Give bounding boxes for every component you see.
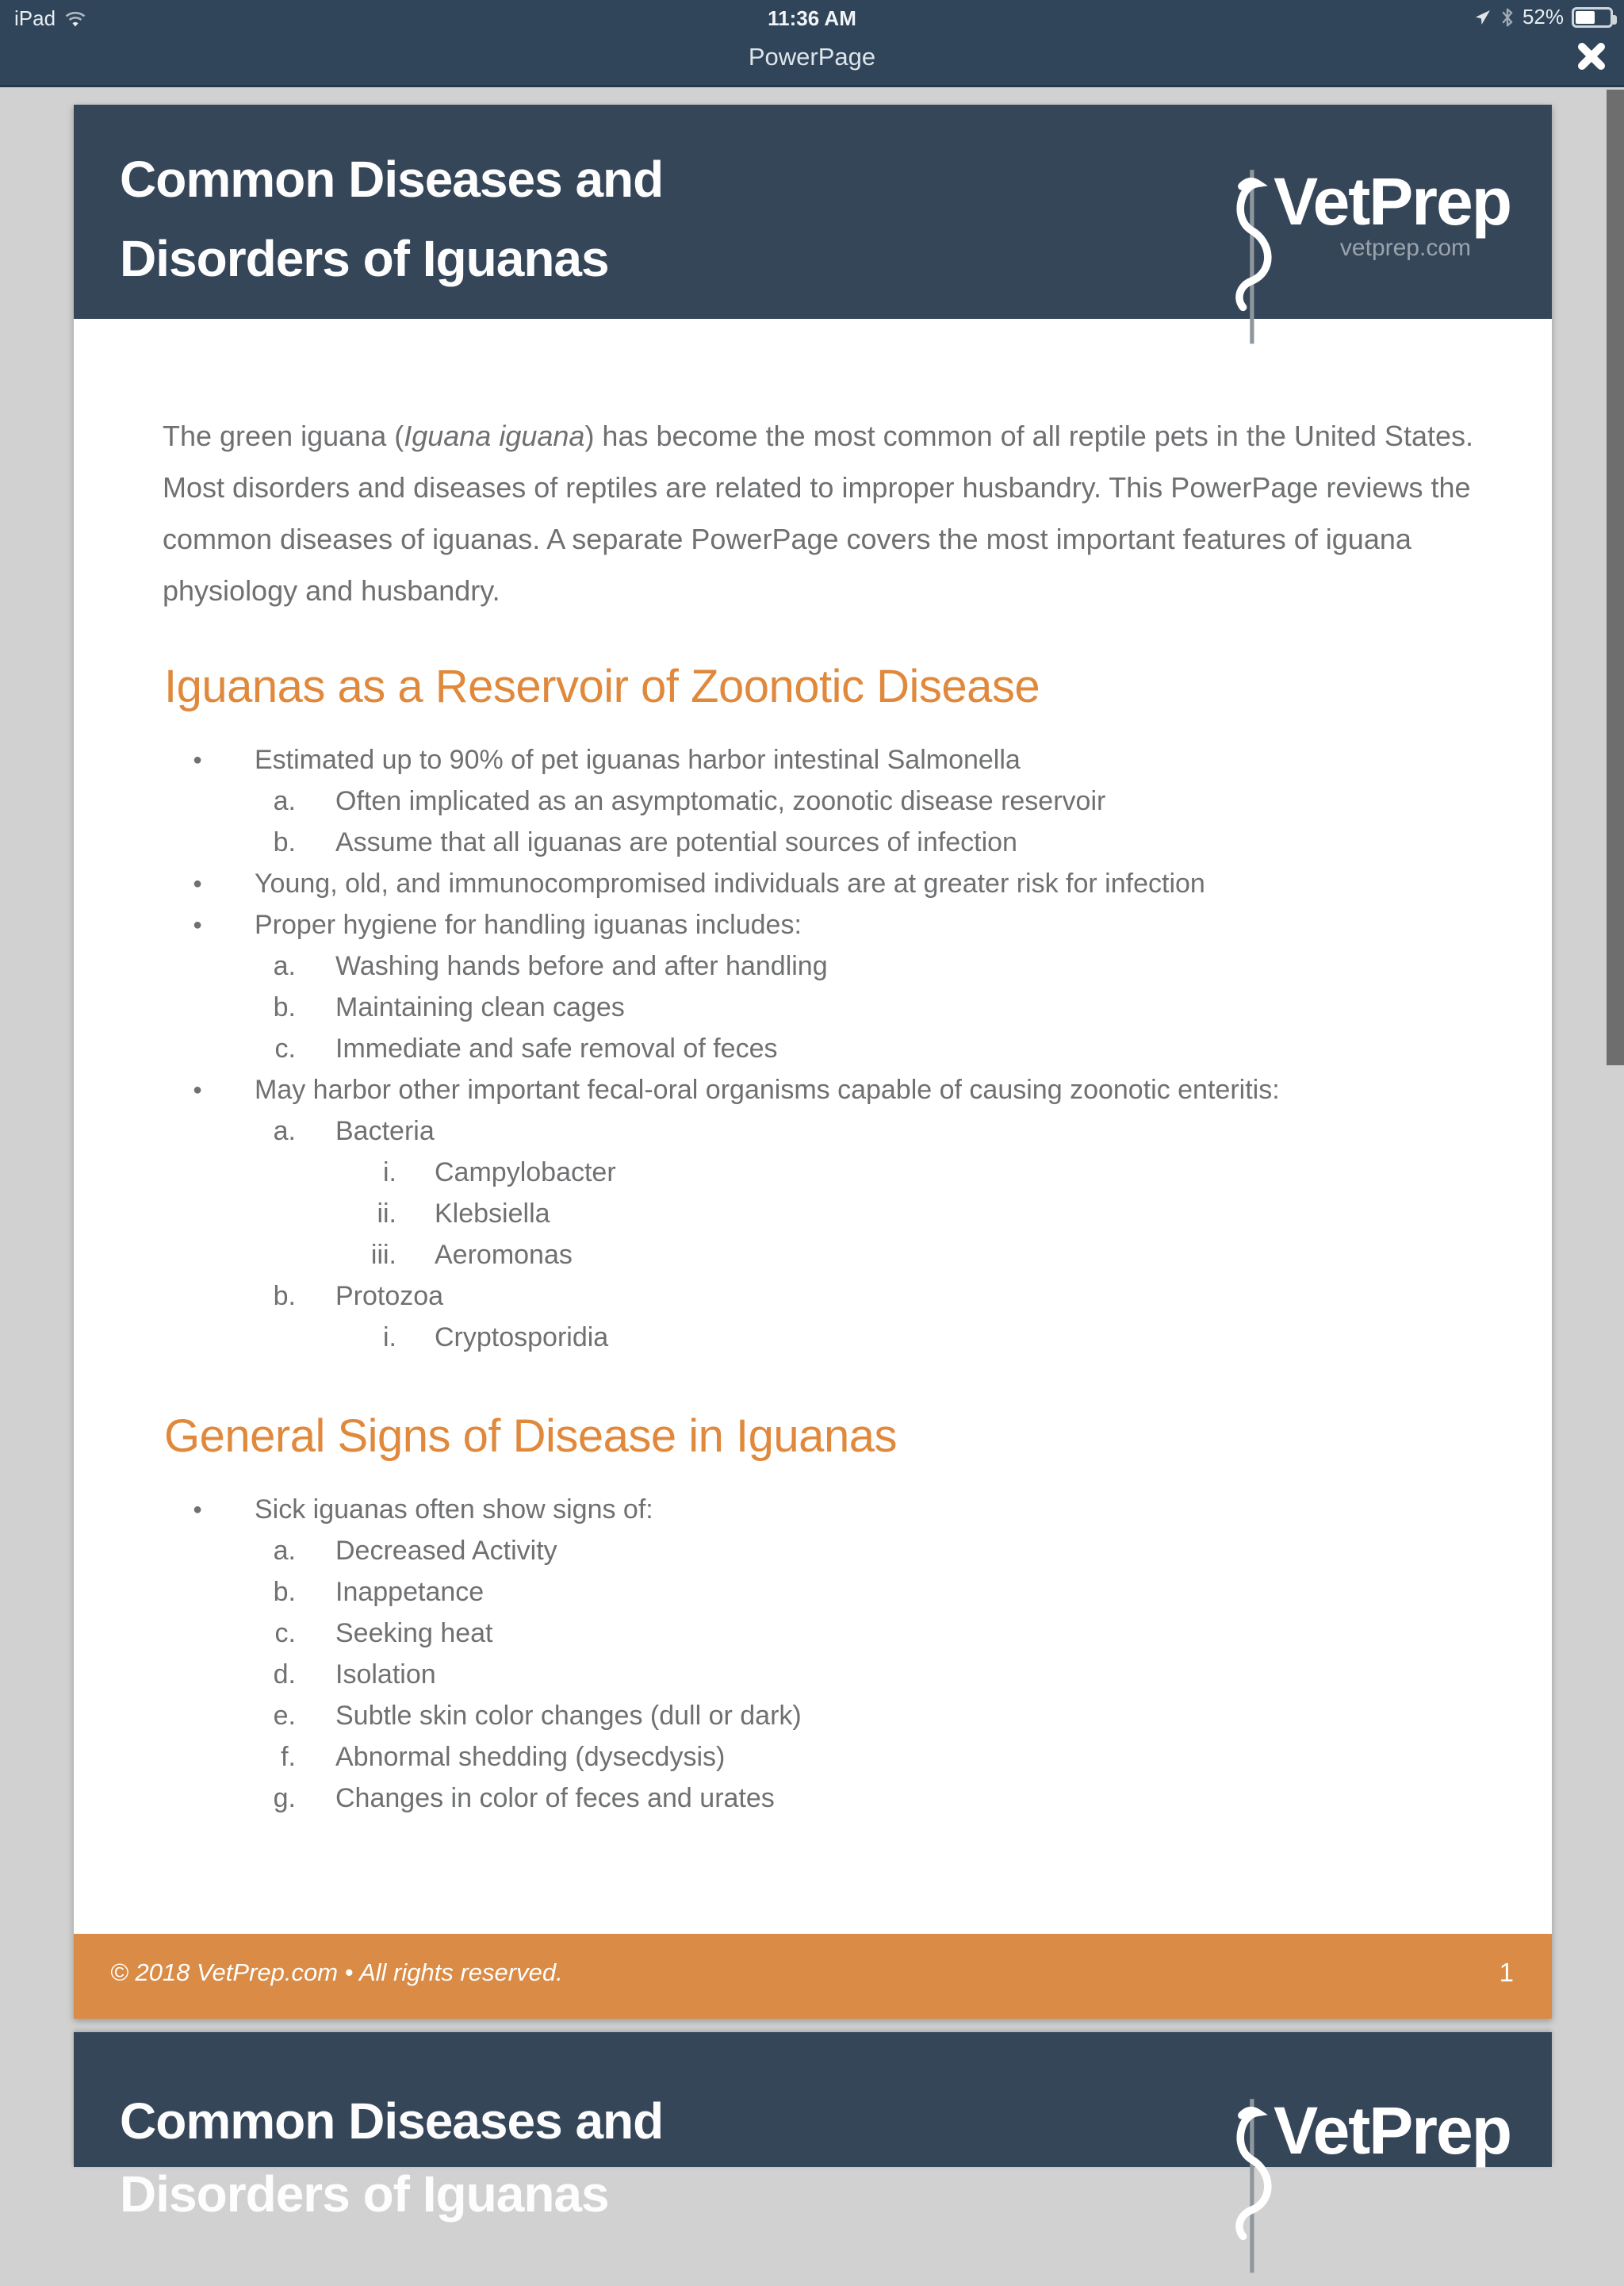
list-item — [74, 1028, 1552, 1069]
vetprep-logo — [1231, 2094, 1511, 2286]
list-item — [74, 1152, 1552, 1193]
list-item — [74, 739, 1552, 781]
list-item-text: Inappetance — [335, 1577, 485, 1607]
letter-marker: b. — [273, 1281, 296, 1311]
vetprep-logo — [1231, 165, 1511, 357]
bullet-marker: ● — [192, 916, 203, 934]
list-item — [74, 1530, 1552, 1571]
list-item — [74, 904, 1552, 945]
logo-wordmark: VetPrep — [1274, 164, 1511, 239]
bullet-marker: ● — [192, 751, 203, 769]
list-item — [74, 1778, 1552, 1819]
list-item-text: Estimated up to 90% of pet iguanas harbor intestinal Salmonella — [255, 745, 1021, 775]
list-item — [74, 781, 1552, 822]
battery-percent: 52% — [1522, 5, 1564, 29]
roman-marker: i. — [383, 1322, 396, 1352]
section-heading-zoonotic: Iguanas as a Reservoir of Zoonotic Disease — [164, 661, 1040, 712]
list-item — [74, 1736, 1552, 1778]
status-bar — [0, 0, 1624, 35]
list-item-text: Subtle skin color changes (dull or dark) — [335, 1701, 802, 1731]
clock: 11:36 AM — [768, 6, 856, 30]
section1-list — [74, 739, 1552, 1358]
bluetooth-icon — [1500, 6, 1515, 29]
letter-marker: g. — [273, 1783, 296, 1813]
intro-text-rest: ) has become the most common of all reptile pets in the United States. Most disorders and diseases of reptiles are related to improper husbandry. This PowerPage reviews the common diseases of iguanas. A separate PowerPage covers the most important features of iguana physiology and husbandry. — [163, 420, 1473, 607]
document-title-line1: Common Diseases and — [120, 151, 664, 208]
list-item-text: Isolation — [335, 1659, 436, 1690]
list-item-text: Sick iguanas often show signs of: — [255, 1494, 653, 1525]
letter-marker: a. — [273, 1116, 296, 1146]
app-title: PowerPage — [748, 43, 876, 71]
letter-marker: f. — [281, 1742, 296, 1772]
page-header — [74, 105, 1552, 319]
list-item — [74, 1489, 1552, 1530]
list-item-text: Proper hygiene for handling iguanas includes: — [255, 910, 802, 940]
document-title — [120, 140, 663, 298]
list-item — [74, 1275, 1552, 1317]
letter-marker: a. — [273, 951, 296, 981]
list-item — [74, 945, 1552, 987]
list-item-text: Klebsiella — [435, 1199, 550, 1229]
list-item-text: Assume that all iguanas are potential sources of infection — [335, 827, 1017, 857]
page-number: 1 — [1499, 1957, 1514, 1987]
list-item-text: Maintaining clean cages — [335, 992, 625, 1022]
intro-text: The green iguana ( — [163, 420, 404, 452]
letter-marker: d. — [273, 1659, 296, 1690]
list-item-text: Young, old, and immunocompromised individuals are at greater risk for infection — [255, 869, 1205, 899]
logo-domain: vetprep.com — [1339, 235, 1471, 261]
list-item — [74, 1317, 1552, 1358]
document-title-line2: Disorders of Iguanas — [120, 2165, 609, 2223]
list-item-text: Abnormal shedding (dysecdysis) — [335, 1742, 726, 1772]
list-item-text: Bacteria — [335, 1116, 435, 1146]
nav-title-bar — [0, 35, 1624, 85]
document-page-1 — [74, 105, 1552, 2019]
letter-marker: b. — [273, 992, 296, 1022]
scrollbar-thumb[interactable] — [1607, 90, 1624, 1065]
page-footer — [74, 1934, 1552, 2019]
list-item — [74, 1654, 1552, 1695]
device-label: iPad — [14, 6, 56, 30]
list-item-text: Often implicated as an asymptomatic, zoonotic disease reservoir — [335, 786, 1106, 816]
document-title-line1: Common Diseases and — [120, 2092, 664, 2150]
list-item — [74, 1571, 1552, 1613]
document-title-page2 — [120, 2085, 663, 2230]
roman-marker: ii. — [377, 1199, 396, 1229]
close-icon[interactable] — [1573, 38, 1610, 75]
list-item-text: Seeking heat — [335, 1618, 493, 1648]
top-bar — [0, 0, 1624, 87]
battery-icon — [1572, 7, 1613, 28]
document-page-2 — [74, 2032, 1552, 2223]
document-title-line2: Disorders of Iguanas — [120, 230, 609, 287]
list-item-text: Cryptosporidia — [435, 1322, 609, 1352]
letter-marker: a. — [273, 786, 296, 816]
list-item — [74, 987, 1552, 1028]
list-item-text: Changes in color of feces and urates — [335, 1783, 775, 1813]
copyright-text: © 2018 VetPrep.com • All rights reserved. — [110, 1958, 563, 1986]
list-item — [74, 1613, 1552, 1654]
list-item-text: Protozoa — [335, 1281, 444, 1311]
roman-marker: iii. — [370, 1240, 396, 1270]
list-item — [74, 822, 1552, 863]
list-item-text: Aeromonas — [435, 1240, 573, 1270]
section2-list — [74, 1489, 1552, 1819]
list-item — [74, 1110, 1552, 1152]
letter-marker: e. — [273, 1701, 296, 1731]
list-item-text: Campylobacter — [435, 1157, 616, 1187]
letter-marker: b. — [273, 827, 296, 857]
list-item — [74, 863, 1552, 904]
bullet-marker: ● — [192, 1501, 203, 1518]
list-item-text: May harbor other important fecal-oral organisms capable of causing zoonotic enteritis: — [255, 1075, 1280, 1105]
letter-marker: c. — [274, 1034, 296, 1064]
staff-snake-icon — [1231, 159, 1272, 357]
species-name: Iguana iguana — [404, 420, 585, 452]
logo-wordmark: VetPrep — [1274, 2093, 1511, 2168]
list-item-text: Immediate and safe removal of feces — [335, 1034, 778, 1064]
list-item — [74, 1069, 1552, 1110]
bullet-marker: ● — [192, 1081, 203, 1099]
roman-marker: i. — [383, 1157, 396, 1187]
bullet-marker: ● — [192, 875, 203, 892]
list-item-text: Washing hands before and after handling — [335, 951, 828, 981]
list-item — [74, 1193, 1552, 1234]
letter-marker: a. — [273, 1536, 296, 1566]
list-item — [74, 1695, 1552, 1736]
letter-marker: c. — [274, 1618, 296, 1648]
location-icon — [1473, 8, 1492, 27]
list-item — [74, 1234, 1552, 1275]
letter-marker: b. — [273, 1577, 296, 1607]
staff-snake-icon — [1231, 2088, 1272, 2286]
list-item-text: Decreased Activity — [335, 1536, 557, 1566]
intro-paragraph — [163, 410, 1503, 616]
section-heading-general-signs: General Signs of Disease in Iguanas — [164, 1410, 897, 1462]
